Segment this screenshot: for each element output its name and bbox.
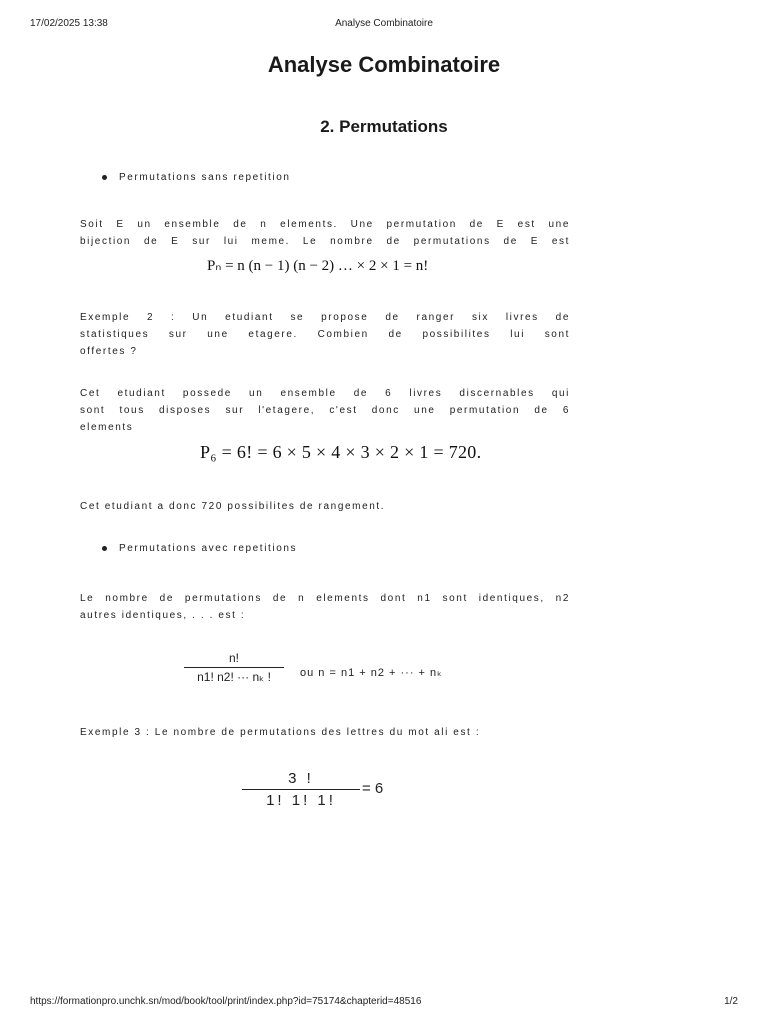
text-line: statistiques sur une etagere. Combien de possibilites lui sont bbox=[80, 329, 570, 340]
text-line: autres identiques, . . . est : bbox=[80, 610, 246, 621]
text-line: elements bbox=[80, 422, 134, 433]
example-3-paragraph bbox=[80, 724, 570, 741]
text-line: sont tous disposes sur l'etagere, c'est donc une permutation de 6 bbox=[80, 405, 570, 416]
text-line: Soit E un ensemble de n elements. Une permutation de E est une bbox=[80, 219, 570, 230]
repetition-sum: ou n = n1 + n2 + ··· + nₖ bbox=[300, 667, 443, 679]
fraction-numerator: 3 ! bbox=[288, 770, 314, 787]
fraction-numerator: n! bbox=[228, 651, 239, 665]
section-title: 2. Permutations bbox=[320, 117, 448, 136]
fraction-denominator: n1! n2! ··· nₖ ! bbox=[197, 670, 271, 684]
page-number: 1/2 bbox=[724, 996, 738, 1007]
ali-result: = 6 bbox=[362, 780, 384, 797]
text-line: bijection de E sur lui meme. Le nombre de permutations de E est bbox=[80, 236, 570, 247]
example-2-paragraph bbox=[80, 309, 570, 360]
page-title: Analyse Combinatoire bbox=[267, 52, 501, 77]
bullet-label: Permutations sans repetition bbox=[119, 172, 291, 183]
p6-formula: P₆ = 6! = 6 × 5 × 4 × 3 × 2 × 1 = 720. bbox=[200, 442, 482, 462]
bullet-label: Permutations avec repetitions bbox=[119, 543, 298, 554]
print-header-title: Analyse Combinatoire bbox=[335, 18, 433, 29]
ali-fraction bbox=[242, 770, 360, 809]
text-line: Cet etudiant a donc 720 possibilites de rangement. bbox=[80, 501, 386, 512]
repetition-fraction bbox=[184, 651, 284, 684]
print-datetime: 17/02/2025 13:38 bbox=[30, 18, 108, 29]
text-line: offertes ? bbox=[80, 346, 138, 357]
definition-paragraph bbox=[80, 216, 570, 250]
text-line: Exemple 2 : Un etudiant se propose de ranger six livres de bbox=[80, 312, 570, 323]
repetition-paragraph bbox=[80, 590, 570, 624]
text-line: Exemple 3 : Le nombre de permutations des lettres du mot ali est : bbox=[80, 727, 481, 738]
text-line: Le nombre de permutations de n elements dont n1 sont identiques, n2 bbox=[80, 593, 570, 604]
text-line: Cet etudiant possede un ensemble de 6 livres discernables qui bbox=[80, 388, 570, 399]
conclusion-paragraph bbox=[80, 498, 570, 515]
solution-paragraph bbox=[80, 385, 570, 436]
permutation-formula: Pₙ = n (n − 1) (n − 2) … × 2 × 1 = n! bbox=[207, 258, 429, 274]
bullet-dot bbox=[102, 546, 107, 551]
bullet-dot bbox=[102, 175, 107, 180]
fraction-denominator: 1! 1! 1! bbox=[266, 792, 336, 809]
bullet-sans-repetition bbox=[102, 172, 291, 183]
print-url-link[interactable]: https://formationpro.unchk.sn/mod/book/tool/print/index.php?id=75174&chapterid=48516 bbox=[30, 996, 422, 1007]
bullet-avec-repetitions bbox=[102, 543, 297, 554]
